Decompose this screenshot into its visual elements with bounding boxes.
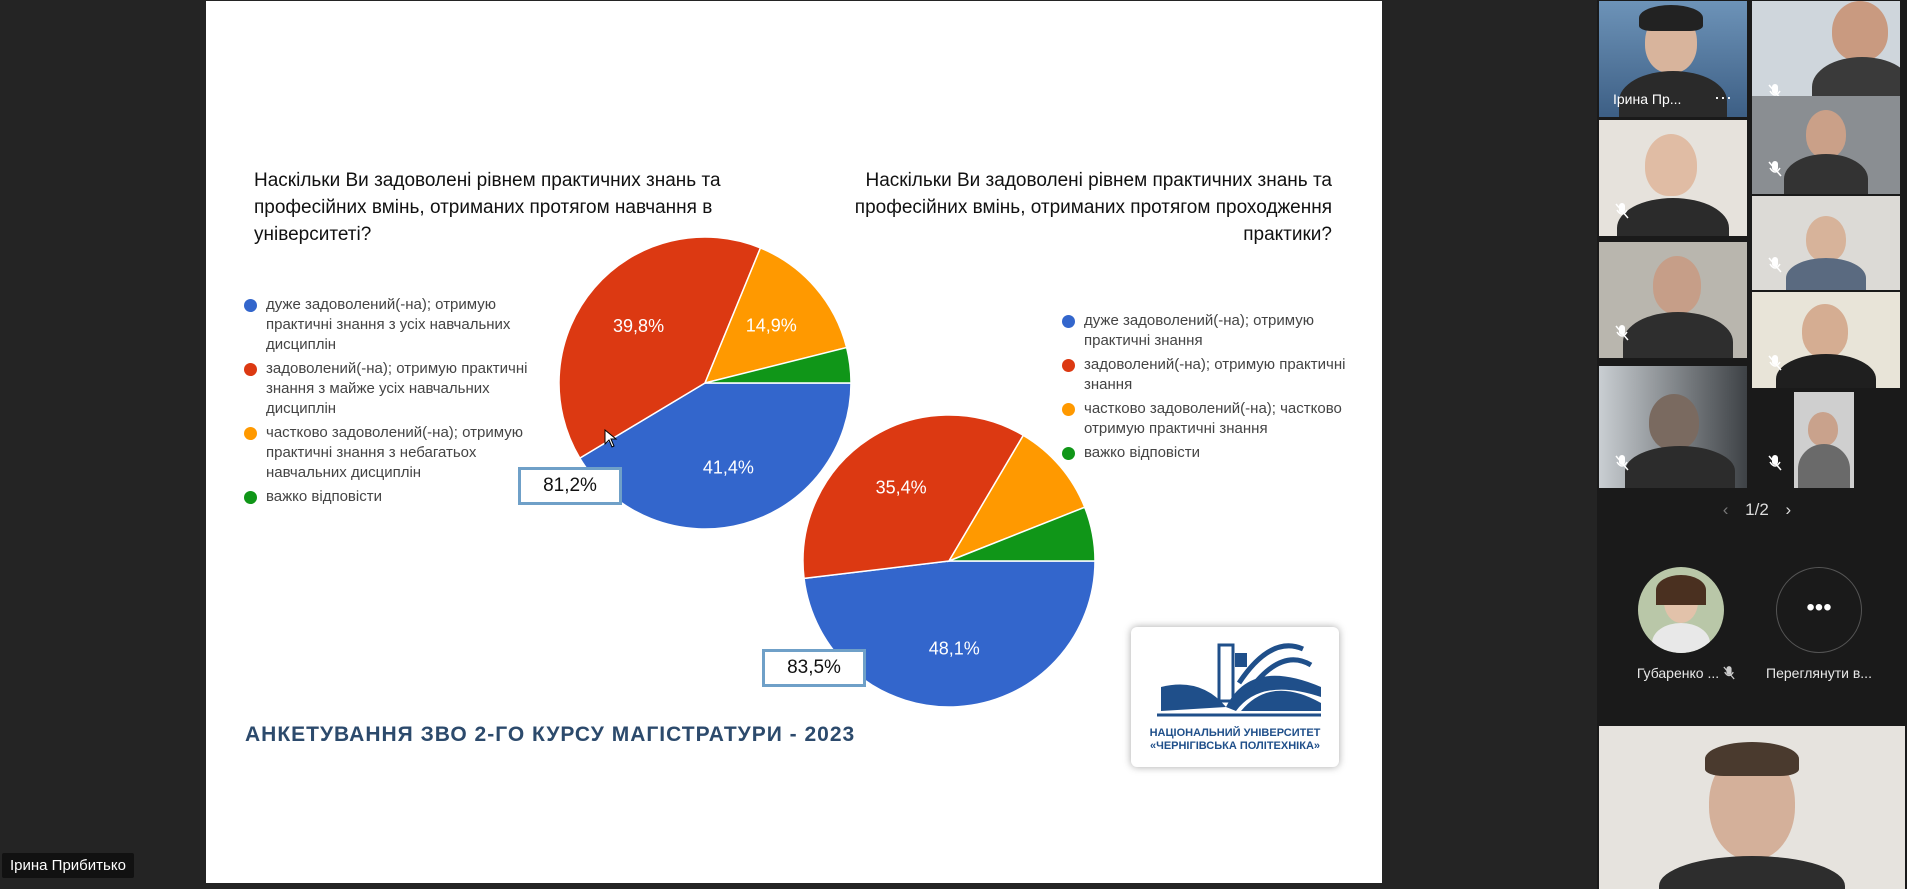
pie-slice-label: 39,8% (613, 315, 665, 336)
muted-mic-icon (1723, 665, 1735, 681)
participant-tile[interactable] (1599, 366, 1747, 488)
legend-dot (1062, 315, 1075, 328)
participant-pager (1712, 500, 1802, 520)
presenter-name-tag: Ірина Прибитько (2, 853, 134, 878)
participant-tile[interactable] (1752, 292, 1900, 388)
view-more-label[interactable]: Переглянути в... (1766, 665, 1872, 681)
page-indicator: 1/2 (1745, 500, 1769, 519)
legend-item (1062, 399, 1372, 439)
logo-line-1: НАЦІОНАЛЬНИЙ УНІВЕРСИТЕТ (1149, 727, 1321, 739)
right-total-box: 83,5% (762, 649, 866, 687)
next-page-icon[interactable]: › (1785, 500, 1792, 519)
muted-mic-icon (1615, 454, 1629, 472)
featured-avatar[interactable] (1638, 567, 1724, 653)
legend-dot (244, 299, 257, 312)
participant-tile-active[interactable] (1599, 1, 1747, 117)
participant-tile[interactable] (1752, 96, 1900, 194)
legend-dot (1062, 359, 1075, 372)
participants-panel (1597, 0, 1907, 889)
legend-label: важко відповісти (266, 488, 382, 505)
legend-item (244, 359, 544, 419)
legend-item (1062, 355, 1372, 395)
muted-mic-icon (1768, 160, 1782, 178)
legend-item (1062, 311, 1372, 351)
pie-slice-label: 35,4% (875, 477, 927, 498)
pie-slice-label: 41,4% (702, 457, 754, 478)
participant-tile[interactable] (1752, 196, 1900, 290)
legend-label: важко відповісти (1084, 444, 1200, 461)
muted-mic-icon (1615, 202, 1629, 220)
slide-footer-title: АНКЕТУВАННЯ ЗВО 2-ГО КУРСУ МАГІСТРАТУРИ - 2023 (245, 723, 856, 746)
pie-slice-label: 14,9% (745, 315, 797, 336)
logo-graphic-icon (1131, 627, 1339, 735)
muted-mic-icon (1768, 256, 1782, 274)
muted-mic-icon (1768, 454, 1782, 472)
university-logo (1131, 627, 1339, 767)
legend-item (244, 487, 544, 507)
prev-page-icon[interactable]: ‹ (1722, 500, 1729, 519)
pie-slice-label: 48,1% (928, 638, 980, 659)
right-question: Наскільки Ви задоволені рівнем практичних знань та професійних вмінь, отриманих протягом проходження практики? (854, 170, 1332, 245)
self-video-tile[interactable] (1599, 726, 1905, 889)
muted-mic-icon (1615, 324, 1629, 342)
featured-participant-name: Губаренко ... (1636, 665, 1720, 681)
logo-line-2: «ЧЕРНІГІВСЬКА ПОЛІТЕХНІКА» (1149, 740, 1321, 752)
more-dots-icon: ••• (1806, 594, 1832, 621)
left-legend (244, 295, 544, 511)
right-legend (1062, 311, 1372, 467)
legend-label: частково задоволений(-на); отримую практичні знання з небагатьох навчальних дисциплін (266, 424, 523, 481)
legend-dot (244, 427, 257, 440)
more-options-icon[interactable]: ⋯ (1714, 88, 1733, 108)
legend-label: дуже задоволений(-на); отримую практичні знання з усіх навчальних дисциплін (266, 296, 511, 353)
legend-label: задоволений(-на); отримую практичні знання з майже усіх навчальних дисциплін (266, 360, 528, 417)
legend-item (244, 295, 544, 355)
legend-label: частково задоволений(-на); частково отримую практичні знання (1084, 400, 1342, 437)
view-more-button[interactable] (1776, 567, 1862, 653)
legend-dot (244, 363, 257, 376)
muted-mic-icon (1768, 354, 1782, 372)
legend-dot (244, 491, 257, 504)
legend-label: задоволений(-на); отримую практичні знання (1084, 356, 1346, 393)
participant-tile[interactable] (1752, 392, 1900, 488)
mouse-cursor-icon (604, 429, 618, 449)
left-question: Наскільки Ви задоволені рівнем практичних знань та професійних вмінь, отриманих протягом навчання в університеті? (254, 170, 721, 245)
participant-tile[interactable] (1599, 120, 1747, 236)
participant-tile[interactable] (1599, 242, 1747, 358)
presentation-slide (206, 1, 1382, 883)
legend-item (1062, 443, 1372, 463)
participant-name: Ірина Пр... (1613, 91, 1682, 107)
left-total-box: 81,2% (518, 467, 622, 505)
legend-item (244, 423, 544, 483)
legend-label: дуже задоволений(-на); отримую практичні знання (1084, 312, 1315, 349)
